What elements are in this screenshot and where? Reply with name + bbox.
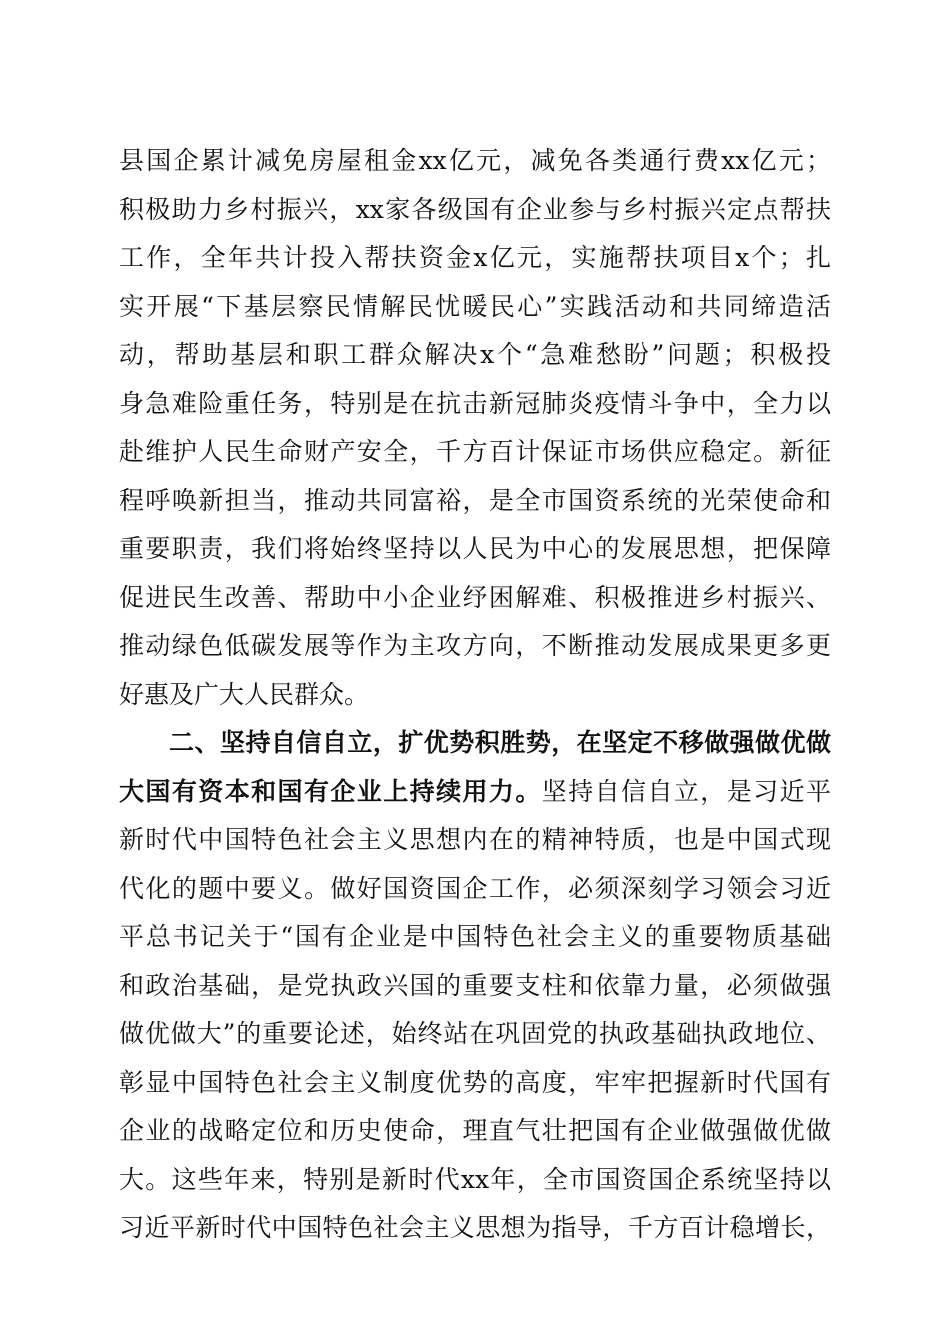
text-line: 身急难险重任务，特别是在抗击新冠肺炎疫情斗争中，全力以 [119,389,831,418]
text-line: 推动绿色低碳发展等作为主攻方向，不断推动发展成果更多更 [119,631,831,660]
text-line: 促进民生改善、帮助中小企业纾困解难、积极推进乡村振兴、 [119,583,831,612]
text-line: 县国企累计减免房屋租金xx亿元，减免各类通行费xx亿元； [119,146,831,175]
text-line: 工作，全年共计投入帮扶资金x亿元，实施帮扶项目x个；扎 [119,243,831,272]
text-line: 习近平新时代中国特色社会主义思想为指导，千方百计稳增长， [119,1213,831,1242]
text-line: 和政治基础，是党执政兴国的重要支柱和依靠力量，必须做强 [119,971,831,1000]
text-line: 大。这些年来，特别是新时代xx年，全市国资国企系统坚持以 [119,1165,831,1194]
text-line: 企业的战略定位和历史使命，理直气壮把国有企业做强做优做 [119,1116,831,1145]
text-line: 动，帮助基层和职工群众解决x个“急难愁盼”问题；积极投 [119,340,831,369]
text-line [119,772,831,812]
text-line: 彰显中国特色社会主义制度优势的高度，牢牢把握新时代国有 [119,1068,831,1097]
text-line: 新时代中国特色社会主义思想内在的精神特质，也是中国式现 [119,825,831,854]
text-line: 程呼唤新担当，推动共同富裕，是全市国资系统的光荣使命和 [119,486,831,515]
section-heading: 二、坚持自信自立，扩优势积胜势，在坚定不移做强做优做 [169,728,831,757]
text-line: 好惠及广大人民群众。 [119,680,370,709]
text-line: 重要职责，我们将始终坚持以人民为中心的发展思想，把保障 [119,534,831,563]
text-line: 积极助力乡村振兴，xx家各级国有企业参与乡村振兴定点帮扶 [119,195,831,224]
text-line: 做优做大”的重要论述，始终站在巩固党的执政基础执政地位、 [119,1019,831,1048]
text-line: 赴维护人民生命财产安全，千方百计保证市场供应稳定。新征 [119,437,831,466]
text-line: 平总书记关于“国有企业是中国特色社会主义的重要物质基础 [119,922,831,951]
text-line: 代化的题中要义。做好国资国企工作，必须深刻学习领会习近 [119,874,831,903]
section-heading-cont: 大国有资本和国有企业上持续用力。 [119,777,542,806]
text-line: 实开展“下基层察民情解民忧暖民心”实践活动和共同缔造活 [119,292,831,321]
text-span: 坚持自信自立，是习近平 [541,777,831,806]
